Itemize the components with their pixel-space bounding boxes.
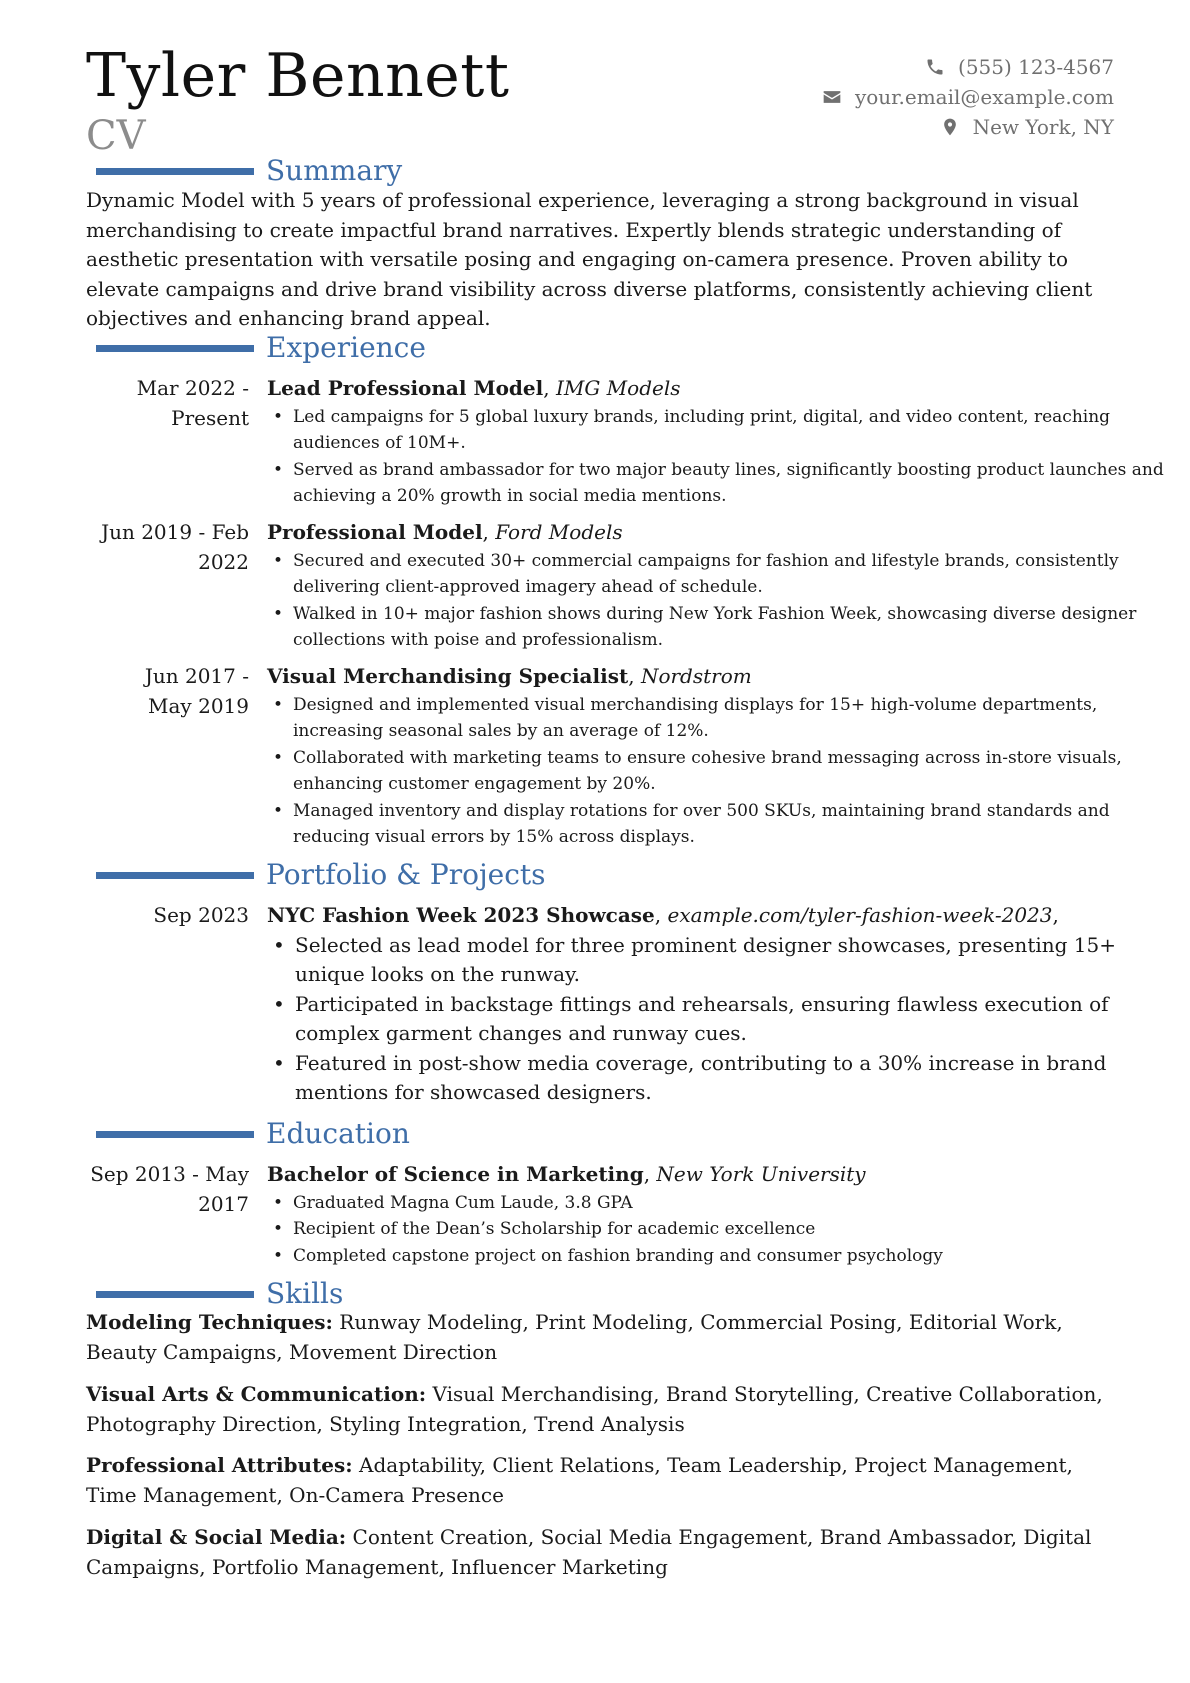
entry-heading: NYC Fashion Week 2023 Showcase, example.com/tyler-fashion-week-2023, — [267, 903, 1059, 927]
job-title: Professional Model — [267, 520, 483, 544]
entry-body — [267, 662, 1187, 851]
skill-label: Digital & Social Media: — [86, 1525, 347, 1549]
skill-values: Runway Modeling, Print Modeling, Commercial Posing, Editorial Work, Beauty Campaigns, Movement Direction — [86, 1310, 1063, 1364]
date-line: Present — [171, 405, 249, 430]
bullet-item: • Graduated Magna Cum Laude, 3.8 GPA — [267, 1190, 1187, 1217]
job-title: Visual Merchandising Specialist — [267, 664, 629, 688]
document-subtitle: CV — [86, 113, 146, 159]
section-title: Skills — [266, 1277, 344, 1310]
date-line: Sep 2013 - May — [90, 1162, 249, 1186]
bullet-item: • Led campaigns for 5 global luxury brands, including print, digital, and video content, reaching audiences of 10M+. — [267, 404, 1187, 457]
date-line: May 2019 — [148, 693, 249, 718]
employer: IMG Models — [555, 376, 681, 400]
skill-label: Modeling Techniques: — [86, 1310, 333, 1334]
skill-group — [86, 1451, 1114, 1510]
entry-heading: Professional Model, Ford Models — [267, 520, 623, 544]
date-line: 2022 — [198, 549, 249, 574]
project-name: NYC Fashion Week 2023 Showcase — [267, 903, 655, 927]
bullet-item: • Selected as lead model for three prominent designer showcases, presenting 15+ unique looks on the runway. — [267, 931, 1187, 990]
school: New York University — [656, 1162, 866, 1186]
section-accent-bar — [96, 168, 254, 175]
bullet-item: • Completed capstone project on fashion branding and consumer psychology — [267, 1243, 1187, 1270]
job-title: Lead Professional Model — [267, 376, 544, 400]
bullet-item: • Managed inventory and display rotations for over 500 SKUs, maintaining brand standards and reducing visual errors by 15% across displays. — [267, 798, 1187, 851]
contact-block — [714, 52, 1114, 142]
degree: Bachelor of Science in Marketing — [267, 1162, 644, 1186]
skill-group — [86, 1380, 1114, 1439]
section-accent-bar — [96, 872, 254, 879]
bullet-item: • Walked in 10+ major fashion shows during New York Fashion Week, showcasing diverse designer collections with poise and professionalism. — [267, 601, 1187, 654]
date-line: Mar 2022 - — [136, 376, 249, 400]
bullet-list — [267, 548, 1187, 654]
bullet-item: • Participated in backstage fittings and rehearsals, ensuring flawless execution of complex garment changes and runway cues. — [267, 990, 1187, 1049]
bullet-list — [267, 404, 1187, 510]
email-address[interactable]: your.email@example.com — [854, 85, 1114, 109]
entry-date — [86, 1160, 249, 1219]
entry-body — [267, 518, 1187, 654]
contact-email — [714, 82, 1114, 112]
skill-values: Visual Merchandising, Brand Storytelling, Creative Collaboration, Photography Direction, Styling Integration, Trend Analysis — [86, 1382, 1103, 1436]
phone-icon — [924, 56, 946, 78]
skill-label: Professional Attributes: — [86, 1453, 353, 1477]
entry-date — [86, 518, 249, 577]
date-line: 2017 — [198, 1191, 249, 1216]
skill-label: Visual Arts & Communication: — [86, 1382, 427, 1406]
summary-text: Dynamic Model with 5 years of professional experience, leveraging a strong background in visual merchandising to create impactful brand narratives. Expertly blends strategic understanding of aesthetic presentation with versatile posing and engaging on-camera presence. Proven ability to elevate campaigns and drive brand visibility across diverse platforms, consistently achieving client objectives and enhancing brand appeal. — [86, 188, 1093, 330]
entry-date: Sep 2023 — [153, 903, 249, 927]
section-heading-projects — [96, 858, 546, 892]
skill-values: Content Creation, Social Media Engagement, Brand Ambassador, Digital Campaigns, Portfolio Management, Influencer Marketing — [86, 1525, 1092, 1579]
entry-heading: Visual Merchandising Specialist, Nordstrom — [267, 664, 752, 688]
date-line: Jun 2017 - — [144, 664, 249, 688]
bullet-item: • Designed and implemented visual merchandising displays for 15+ high-volume departments, increasing seasonal sales by an average of 12%. — [267, 692, 1187, 745]
contact-location — [714, 112, 1114, 142]
bullet-item: • Recipient of the Dean’s Scholarship for academic excellence — [267, 1216, 1187, 1243]
entry-date — [86, 662, 249, 721]
bullet-item: • Served as brand ambassador for two major beauty lines, significantly boosting product launches and achieving a 20% growth in social media mentions. — [267, 457, 1187, 510]
section-heading-experience — [96, 331, 426, 365]
employer: Ford Models — [495, 520, 623, 544]
date-line: Jun 2019 - Feb — [101, 520, 249, 544]
section-heading-summary — [96, 154, 402, 188]
entry-body — [267, 901, 1187, 1108]
employer: Nordstrom — [640, 664, 752, 688]
entry-body — [267, 374, 1187, 510]
section-accent-bar — [96, 1131, 254, 1138]
section-title: Education — [266, 1117, 410, 1150]
bullet-list — [267, 931, 1187, 1108]
section-accent-bar — [96, 1291, 254, 1298]
section-heading-education — [96, 1117, 410, 1151]
phone-number: (555) 123-4567 — [958, 55, 1114, 79]
candidate-name: Tyler Bennett — [86, 41, 510, 111]
entry-body — [267, 1160, 1187, 1269]
project-link[interactable]: example.com/tyler-fashion-week-2023 — [667, 903, 1053, 927]
entry-heading: Bachelor of Science in Marketing, New York University — [267, 1162, 866, 1186]
map-marker-icon — [939, 116, 961, 138]
section-heading-skills — [96, 1277, 343, 1311]
bullet-list — [267, 692, 1187, 851]
section-title: Experience — [266, 331, 426, 364]
bullet-item: • Featured in post-show media coverage, contributing to a 30% increase in brand mentions for showcased designers. — [267, 1049, 1187, 1108]
contact-phone — [714, 52, 1114, 82]
entry-date — [86, 374, 249, 433]
section-title: Portfolio & Projects — [266, 858, 546, 891]
location-text: New York, NY — [972, 115, 1114, 139]
entry-heading: Lead Professional Model, IMG Models — [267, 376, 681, 400]
skill-values: Adaptability, Client Relations, Team Leadership, Project Management, Time Management, On-Camera Presence — [86, 1453, 1073, 1507]
skill-group — [86, 1523, 1114, 1582]
bullet-list — [267, 1190, 1187, 1270]
bullet-item: • Collaborated with marketing teams to ensure cohesive brand messaging across in-store visuals, enhancing customer engagement by 20%. — [267, 745, 1187, 798]
skill-group — [86, 1308, 1114, 1367]
bullet-item: • Secured and executed 30+ commercial campaigns for fashion and lifestyle brands, consistently delivering client-approved imagery ahead of schedule. — [267, 548, 1187, 601]
section-title: Summary — [266, 154, 403, 187]
envelope-icon — [821, 86, 843, 108]
section-accent-bar — [96, 345, 254, 352]
